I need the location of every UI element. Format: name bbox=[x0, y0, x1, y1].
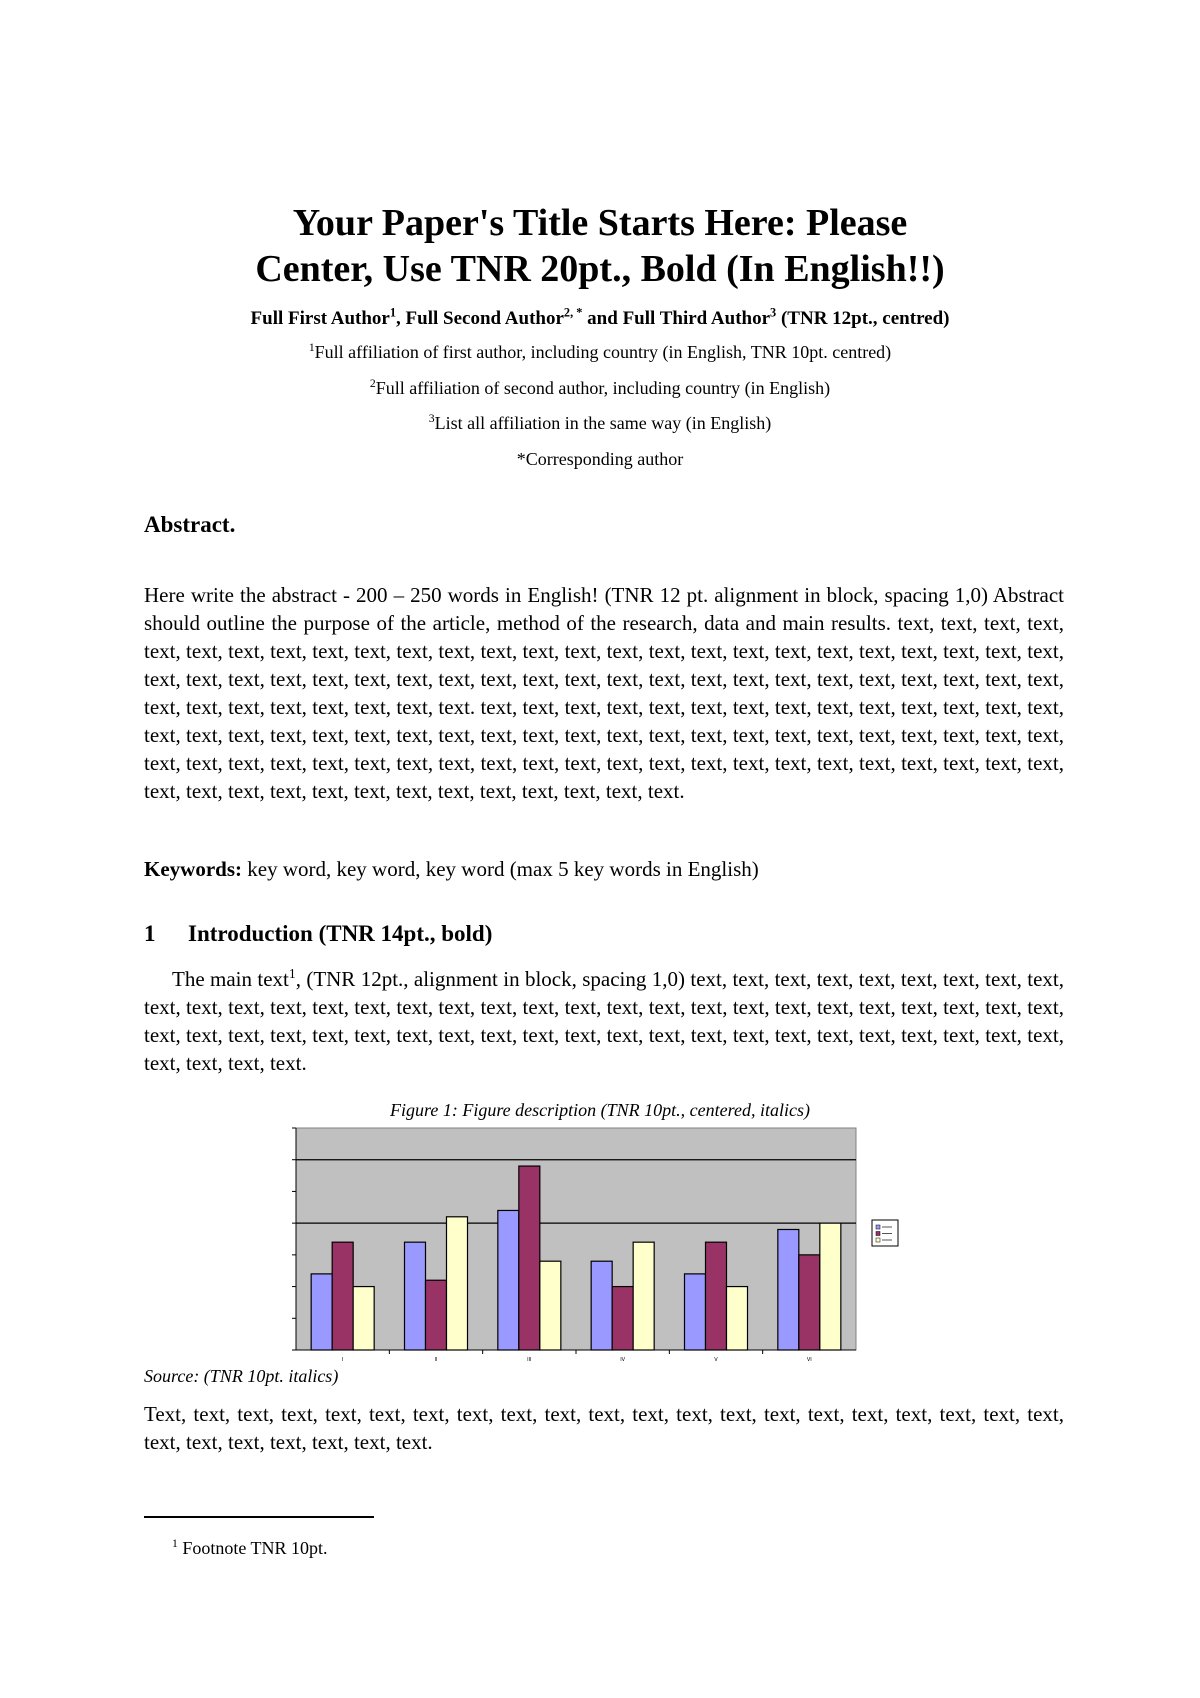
author-list bbox=[0, 305, 1200, 330]
abstract-heading: Abstract. bbox=[144, 512, 236, 537]
bar-series-3-III bbox=[540, 1261, 561, 1350]
x-tick-label: V bbox=[714, 1357, 718, 1363]
corresponding-author-note: *Corresponding author bbox=[516, 449, 684, 469]
bar-series-3-VI bbox=[820, 1223, 841, 1350]
bar-series-1-II bbox=[405, 1242, 426, 1350]
x-tick-label: II bbox=[434, 1357, 438, 1363]
author-2-affiliation-marker: 2, * bbox=[563, 305, 583, 320]
section-heading bbox=[144, 921, 492, 947]
footnote-text: Footnote TNR 10pt. bbox=[177, 1538, 328, 1558]
paper-title bbox=[0, 200, 1200, 292]
author-format-note: (TNR 12pt., centred) bbox=[776, 308, 950, 329]
abstract-text: Here write the abstract - 200 – 250 words in English! (TNR 12 pt. alignment in block, spacing 1,0) Abstract should outline the purpose of the article, method of the research, data and main results. text, text, text, text, text, text, text, text, text, text, text, text, text, text, text, text, text, text, text, text, text, text, text, text, text, text, text, text, text, text, text, text, text, text, text, text, text, text, text, text, text, text, text, text, text, text, text, text, text, text, text, text, text, text, text, text. text, text, text, text, text, text, text, text, text, text, text, text, text, text, text, text, text, text, text, text, text, text, text, text, text, text, text, text, text, text, text, text, text, text, text, text, text, text, text, text, text, text, text, text, text, text, text, text, text, text, text, text, text, text, text, text, text, text, text, text, text, text, text, text, text, text, text, text, text, text, text. bbox=[144, 583, 1064, 803]
figure-caption: Figure 1: Figure description (TNR 10pt., centered, italics) bbox=[390, 1100, 810, 1120]
introduction-text-rest: , (TNR 12pt., alignment in block, spacing 1,0) text, text, text, text, text, text, text, text, text, text, text, text, text, text, text, text, text, text, text, text, text, text, text, text, text, text, text, text, text, text, text, text, text, text, text, text, text, text, text, text, text, text, text, text, text, text, text, text, text, text, text, text, text, text, text, text, text. bbox=[144, 967, 1064, 1075]
bar-series-3-V bbox=[727, 1287, 748, 1350]
paper-title-line-2: Center, Use TNR 20pt., Bold (In English!!) bbox=[255, 248, 945, 290]
bar-series-2-IV bbox=[612, 1287, 633, 1350]
introduction-text-start: The main text bbox=[172, 967, 289, 991]
section-title: Introduction (TNR 14pt., bold) bbox=[188, 921, 493, 946]
keywords-text: key word, key word, key word (max 5 key words in English) bbox=[242, 857, 759, 881]
bar-series-2-VI bbox=[799, 1255, 820, 1350]
affiliation-3-marker: 3 bbox=[428, 412, 435, 425]
author-separator-1: , bbox=[396, 308, 406, 329]
affiliation-2-text: Full affiliation of second author, including country (in English) bbox=[375, 378, 831, 398]
paper-title-line-1: Your Paper's Title Starts Here: Please bbox=[292, 202, 908, 244]
closing-paragraph: Text, text, text, text, text, text, text, text, text, text, text, text, text, text, text, text, text, text, text, text, text, text, text, text, text, text, text, text. bbox=[144, 1402, 1064, 1454]
author-1-name: Full First Author bbox=[250, 308, 390, 329]
author-separator-2: and bbox=[587, 308, 623, 329]
affiliation-1-marker: 1 bbox=[308, 341, 315, 354]
x-tick-label: IV bbox=[620, 1357, 626, 1363]
author-1-affiliation-marker: 1 bbox=[389, 305, 397, 320]
affiliation-2-marker: 2 bbox=[369, 377, 376, 390]
affiliation-1 bbox=[0, 342, 1200, 363]
section-number: 1 bbox=[144, 921, 156, 946]
bar-series-1-VI bbox=[778, 1229, 799, 1350]
bar-series-2-II bbox=[426, 1280, 447, 1350]
author-2-name: Full Second Author bbox=[405, 308, 564, 329]
bar-series-3-IV bbox=[633, 1242, 654, 1350]
introduction-text bbox=[144, 965, 1064, 1077]
footnote-number: 1 bbox=[172, 1537, 178, 1550]
bar-series-2-I bbox=[332, 1242, 353, 1350]
bar-series-1-V bbox=[685, 1274, 706, 1350]
plot-area bbox=[296, 1128, 856, 1350]
bar-series-2-III bbox=[519, 1166, 540, 1350]
bar-series-1-I bbox=[311, 1274, 332, 1350]
affiliation-3-text: List all affiliation in the same way (in English) bbox=[434, 413, 772, 433]
affiliation-3 bbox=[0, 413, 1200, 434]
legend-swatch-2 bbox=[876, 1232, 880, 1236]
footnote-marker: 1 bbox=[288, 966, 296, 981]
bar-series-1-IV bbox=[591, 1261, 612, 1350]
author-3-name: Full Third Author bbox=[622, 308, 771, 329]
bar-series-2-V bbox=[706, 1242, 727, 1350]
author-3-affiliation-marker: 3 bbox=[770, 305, 777, 320]
bar-chart bbox=[260, 1118, 940, 1368]
x-tick-label: I bbox=[341, 1357, 344, 1363]
affiliation-2 bbox=[0, 378, 1200, 399]
keywords-label: Keywords: bbox=[144, 857, 242, 881]
legend-swatch-3 bbox=[876, 1238, 880, 1242]
bar-series-3-II bbox=[447, 1217, 468, 1350]
bar-series-3-I bbox=[353, 1287, 374, 1350]
x-tick-label: III bbox=[527, 1357, 532, 1363]
affiliation-1-text: Full affiliation of first author, including country (in English, TNR 10pt. centred) bbox=[314, 342, 892, 362]
legend-swatch-1 bbox=[876, 1225, 880, 1229]
keywords bbox=[144, 855, 1064, 883]
bar-series-1-III bbox=[498, 1210, 519, 1350]
figure-source: Source: (TNR 10pt. italics) bbox=[144, 1366, 339, 1386]
x-tick-label: VI bbox=[806, 1357, 812, 1363]
footnote bbox=[172, 1538, 328, 1559]
footnote-separator bbox=[144, 1516, 374, 1518]
